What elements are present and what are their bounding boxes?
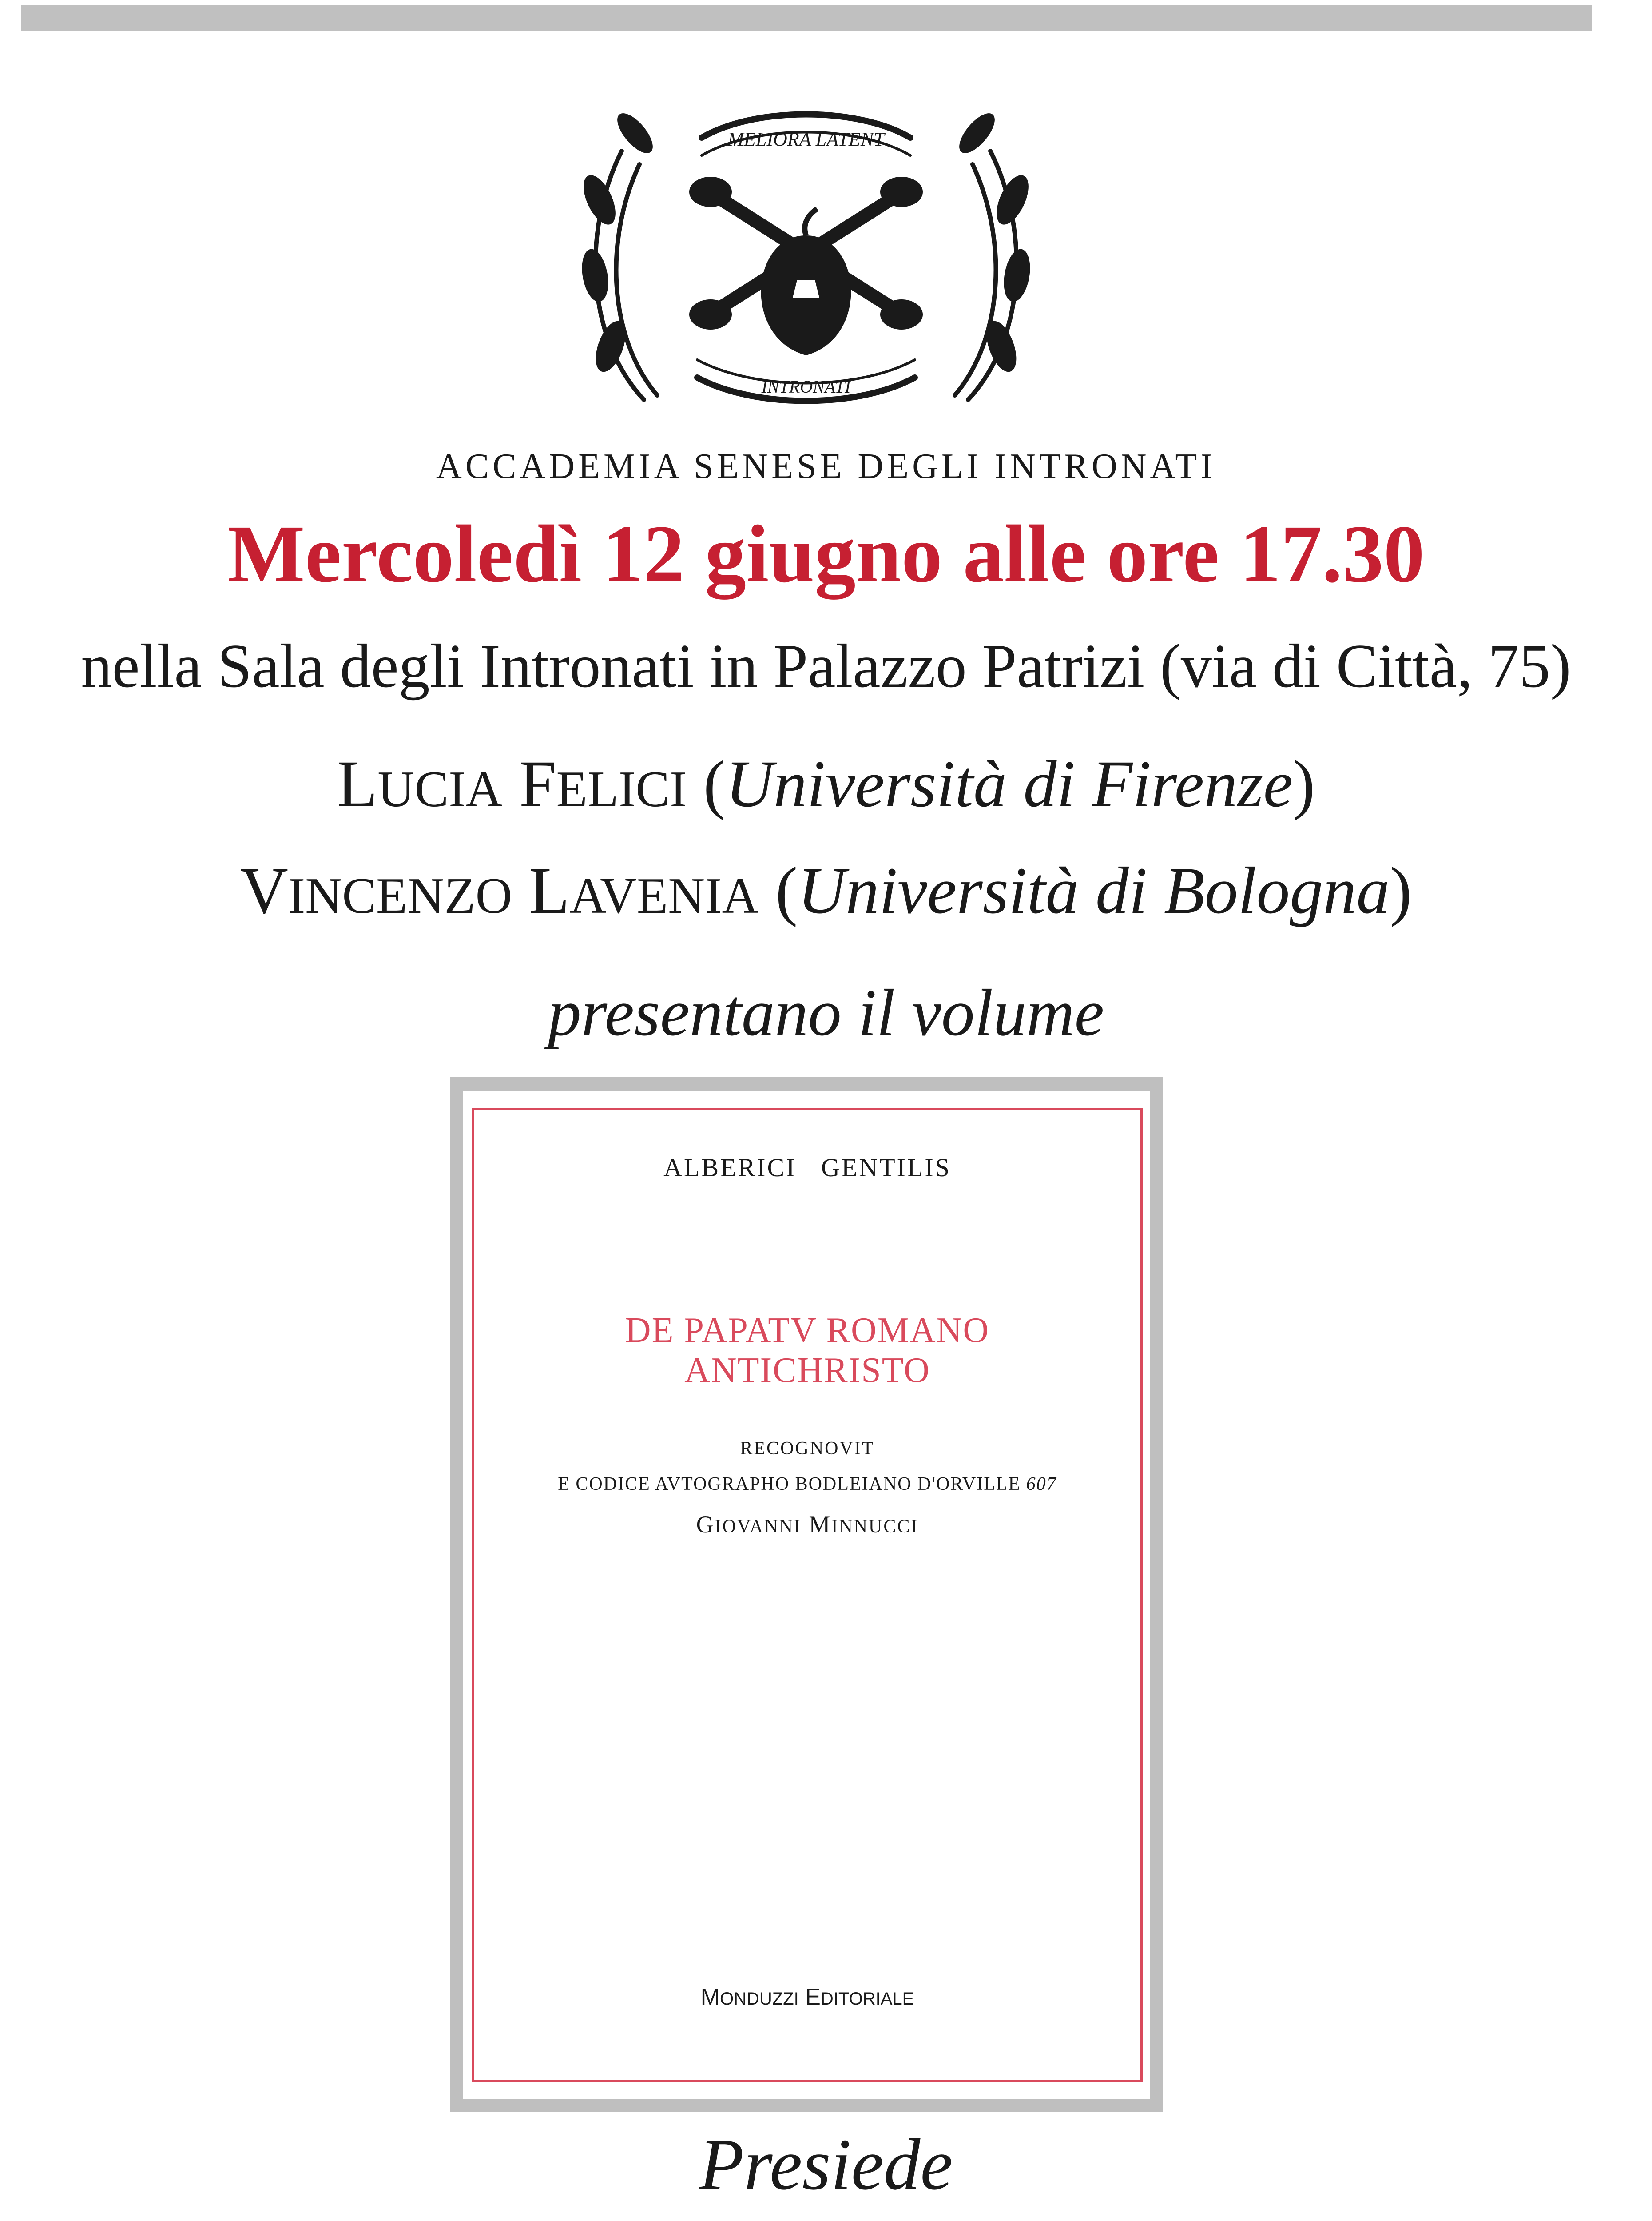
top-divider-bar [21,5,1592,31]
book-recognovit: RECOGNOVIT [740,1438,875,1459]
book-title-line-1: DE PAPATV ROMANO [625,1311,990,1350]
presentation-label: presentano il volume [548,976,1104,1050]
book-publisher-b-rest: DITORIALE [820,1989,914,2009]
academy-name: ACCADEMIA SENESE DEGLI INTRONATI [436,447,1216,486]
speaker-1-first-rest: UCIA [377,761,503,817]
book-publisher [474,1986,1140,2009]
book-publisher-a-rest: ONDUZZI [719,1989,799,2009]
book-editor-last-initial: M [809,1511,832,1538]
speaker-2-last-initial: L [529,854,570,927]
svg-text:INTRONATI: INTRONATI [761,377,851,397]
book-editor-last-rest: INNUCCI [831,1516,919,1537]
speaker-1-last-rest: ELICI [556,761,687,817]
chair-label: Presiede [699,2124,953,2205]
speaker-2-first-initial: V [240,854,288,927]
speaker-2-affiliation: Università di Bologna [798,854,1390,927]
book-title-line-2: ANTICHRISTO [684,1351,930,1390]
book-editor [474,1513,1140,1536]
book-publisher-b-initial: E [805,1984,821,2010]
speaker-2: VINCENZO LAVENIA (Università di Bologna) [240,854,1412,927]
book-cover [450,1077,1163,2112]
speaker-2-first-rest: INCENZO [288,868,512,924]
book-author: ALBERICI GENTILIS [663,1153,951,1182]
book-codice-text: E CODICE AVTOGRAPHO BODLEIANO D'ORVILLE [558,1474,1021,1494]
speaker-1-affiliation: Università di Firenze [725,747,1293,821]
speaker-1-first-initial: L [337,747,378,821]
event-date-time: Mercoledì 12 giugno alle ore 17.30 [227,509,1425,600]
book-codice-number: 607 [1026,1474,1057,1494]
intronati-pumpkin-emblem-icon [568,89,1044,431]
speaker-1: LUCIA FELICI (Università di Firenze) [337,747,1315,821]
book-codice [474,1475,1140,1493]
speaker-2-last-rest: AVENIA [569,868,759,924]
book-editor-first-rest: IOVANNI [715,1516,802,1537]
book-cover-frame [472,1108,1143,2082]
book-cover-page [463,1091,1150,2099]
svg-text:MELIORA LATENT: MELIORA LATENT [727,128,885,150]
speaker-1-last-initial: F [519,747,556,821]
book-publisher-a-initial: M [700,1984,720,2010]
event-venue: nella Sala degli Intronati in Palazzo Patrizi (via di Città, 75) [81,632,1571,701]
book-editor-first-initial: G [696,1511,715,1538]
